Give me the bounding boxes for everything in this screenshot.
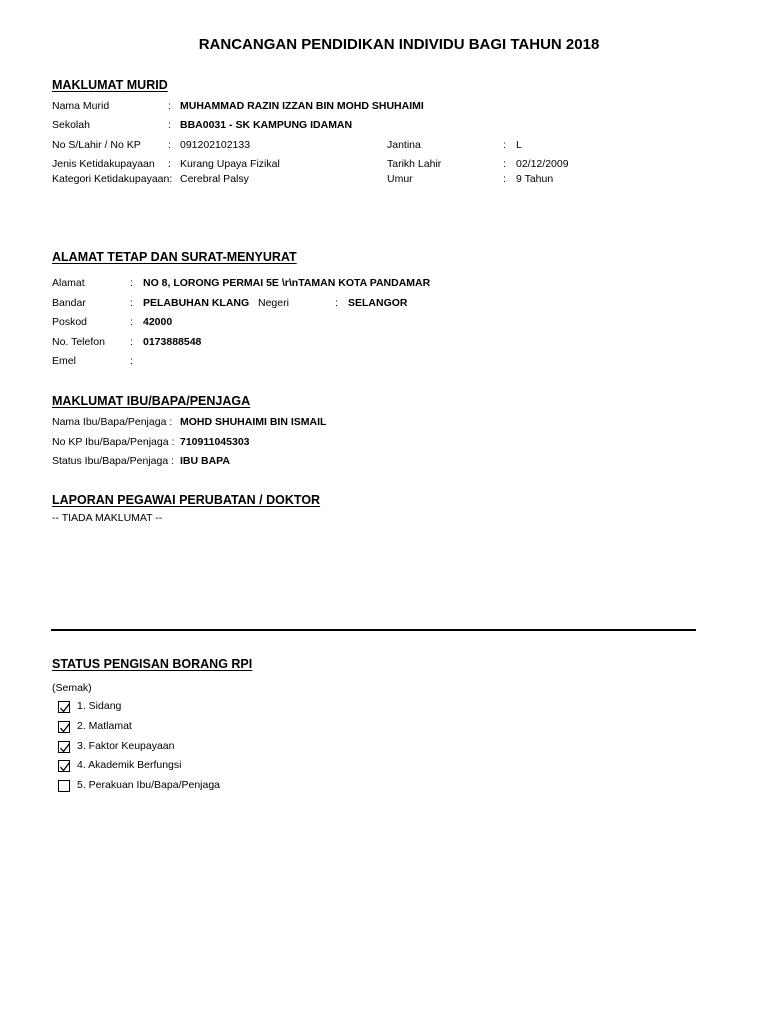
- nokp-label: No S/Lahir / No KP: [52, 139, 141, 151]
- nama-penjaga-label: Nama Ibu/Bapa/Penjaga :: [52, 416, 173, 428]
- jantina-label: Jantina: [387, 139, 421, 151]
- emel-label: Emel: [52, 355, 76, 367]
- checkbox-4[interactable]: [58, 760, 70, 772]
- colon: :: [130, 316, 133, 328]
- colon: :: [130, 336, 133, 348]
- semak-label: (Semak): [52, 682, 92, 694]
- telefon-label: No. Telefon: [52, 336, 105, 348]
- colon: :: [168, 139, 171, 151]
- nokp-penjaga-value: 710911045303: [180, 436, 250, 448]
- section-heading-status: STATUS PENGISAN BORANG RPI: [52, 657, 253, 671]
- check-icon: [59, 722, 71, 734]
- colon: :: [130, 355, 133, 367]
- colon: :: [503, 139, 506, 151]
- checkbox-3[interactable]: [58, 741, 70, 753]
- checkbox-1[interactable]: [58, 701, 70, 713]
- bandar-label: Bandar: [52, 297, 86, 309]
- umur-label: Umur: [387, 173, 413, 185]
- kategori-ketidakupayaan-value: Cerebral Palsy: [180, 173, 249, 185]
- check-icon: [59, 742, 71, 754]
- section-heading-maklumat-murid: MAKLUMAT MURID: [52, 78, 168, 92]
- status-penjaga-value: IBU BAPA: [180, 455, 230, 467]
- checkbox-5[interactable]: [58, 780, 70, 792]
- kategori-ketidakupayaan-label: Kategori Ketidakupayaan:: [52, 173, 173, 185]
- nama-murid-value: MUHAMMAD RAZIN IZZAN BIN MOHD SHUHAIMI: [180, 100, 424, 112]
- divider: [51, 629, 696, 631]
- checklist-item-label: 1. Sidang: [77, 700, 122, 712]
- colon: :: [168, 100, 171, 112]
- colon: :: [168, 158, 171, 170]
- umur-value: 9 Tahun: [516, 173, 554, 185]
- section-heading-alamat: ALAMAT TETAP DAN SURAT-MENYURAT: [52, 250, 297, 264]
- poskod-label: Poskod: [52, 316, 88, 328]
- negeri-label: Negeri: [258, 297, 289, 309]
- checklist-item-label: 5. Perakuan Ibu/Bapa/Penjaga: [77, 779, 221, 791]
- laporan-text: -- TIADA MAKLUMAT --: [52, 512, 163, 524]
- colon: :: [503, 173, 506, 185]
- colon: :: [503, 158, 506, 170]
- colon: :: [168, 119, 171, 131]
- poskod-value: 42000: [143, 316, 173, 328]
- check-icon: [59, 702, 71, 714]
- section-heading-laporan: LAPORAN PEGAWAI PERUBATAN / DOKTOR: [52, 493, 321, 507]
- tarikh-lahir-value: 02/12/2009: [516, 158, 569, 170]
- nokp-value: 091202102133: [180, 139, 251, 151]
- status-penjaga-label: Status Ibu/Bapa/Penjaga :: [52, 455, 175, 467]
- nama-murid-label: Nama Murid: [52, 100, 110, 112]
- tarikh-lahir-label: Tarikh Lahir: [387, 158, 442, 170]
- checklist-item-label: 4. Akademik Berfungsi: [77, 759, 182, 771]
- sekolah-label: Sekolah: [52, 119, 90, 131]
- bandar-value: PELABUHAN KLANG: [143, 297, 250, 309]
- nokp-penjaga-label: No KP Ibu/Bapa/Penjaga :: [52, 436, 175, 448]
- alamat-value: NO 8, LORONG PERMAI 5E \r\nTAMAN KOTA PANDAMAR: [143, 277, 431, 289]
- page-title: RANCANGAN PENDIDIKAN INDIVIDU BAGI TAHUN 2018: [198, 36, 600, 53]
- telefon-value: 0173888548: [143, 336, 202, 348]
- colon: :: [130, 297, 133, 309]
- alamat-label: Alamat: [52, 277, 85, 289]
- checkbox-2[interactable]: [58, 721, 70, 733]
- check-icon: [59, 761, 71, 773]
- jenis-ketidakupayaan-value: Kurang Upaya Fizikal: [180, 158, 280, 170]
- checklist-item-label: 3. Faktor Keupayaan: [77, 740, 175, 752]
- colon: :: [130, 277, 133, 289]
- sekolah-value: BBA0031 - SK KAMPUNG IDAMAN: [180, 119, 353, 131]
- checklist-item-label: 2. Matlamat: [77, 720, 132, 732]
- jenis-ketidakupayaan-label: Jenis Ketidakupayaan: [52, 158, 155, 170]
- nama-penjaga-value: MOHD SHUHAIMI BIN ISMAIL: [180, 416, 327, 428]
- negeri-value: SELANGOR: [348, 297, 408, 309]
- section-heading-ibubapa: MAKLUMAT IBU/BAPA/PENJAGA: [52, 394, 251, 408]
- colon: :: [335, 297, 338, 309]
- jantina-value: L: [516, 139, 522, 151]
